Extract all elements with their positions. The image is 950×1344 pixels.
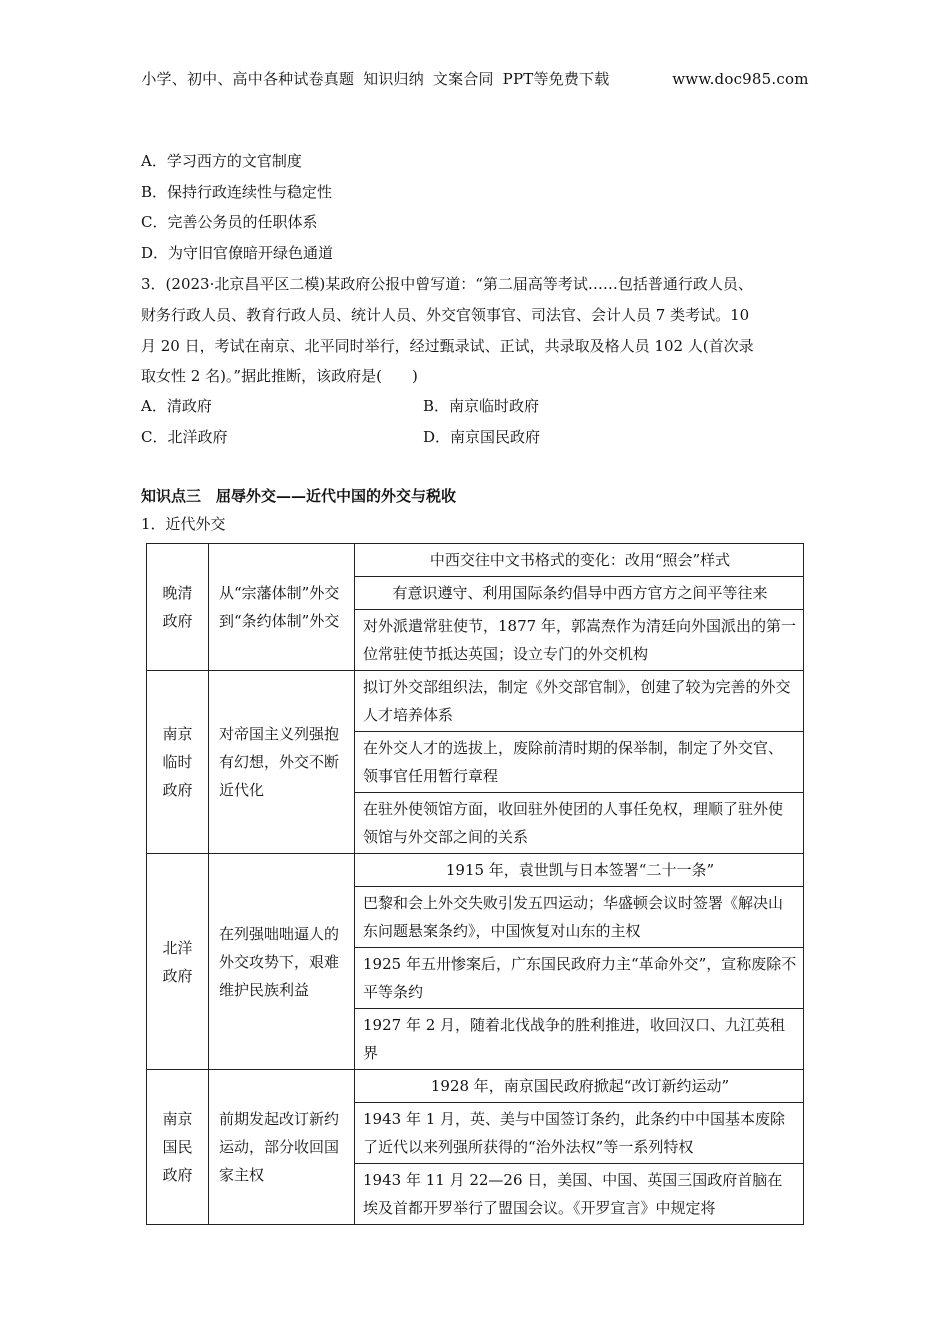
q3-option-d: D．南京国民政府 xyxy=(423,428,541,446)
item-cell: 1915 年，袁世凯与日本签署“二十一条” xyxy=(355,854,804,887)
gov-label: 南京 国民 政府 xyxy=(162,1110,193,1184)
item-cell: 1943 年 11 月 22—26 日，美国、中国、英国三国政府首脑在埃及首都开罗举行了盟国会议。《开罗宣言》中规定将 xyxy=(355,1164,804,1225)
table-row xyxy=(147,854,804,887)
feature-cell: 对帝国主义列强抱有幻想，外交不断近代化 xyxy=(209,671,355,854)
q2-option-c: C．完善公务员的任职体系 xyxy=(141,213,318,231)
q3-stem-line-1: 3．(2023·北京昌平区二模)某政府公报中曾写道：“第二届高等考试……包括普通行政人员、 xyxy=(141,275,753,293)
gov-cell-nanjing-provisional xyxy=(147,671,209,854)
q3-option-b: B．南京临时政府 xyxy=(423,397,540,415)
feature-cell: 在列强咄咄逼人的外交攻势下，艰难维护民族利益 xyxy=(209,854,355,1070)
q3-stem-line-4: 取女性 2 名)。”据此推断，该政府是( ) xyxy=(141,367,418,385)
item-cell: 1927 年 2 月，随着北伐战争的胜利推进，收回汉口、九江英租界 xyxy=(355,1009,804,1070)
table-row xyxy=(147,1070,804,1103)
diplomacy-table xyxy=(146,543,804,1225)
section-title: 知识点三 屈辱外交——近代中国的外交与税收 xyxy=(141,487,457,505)
gov-cell-nanjing-nationalist xyxy=(147,1070,209,1225)
item-cell: 在驻外使领馆方面，收回驻外使团的人事任免权，理顺了驻外使领馆与外交部之间的关系 xyxy=(355,793,804,854)
gov-cell-beiyang xyxy=(147,854,209,1070)
q2-option-d: D．为守旧官僚暗开绿色通道 xyxy=(141,244,334,262)
feature-cell: 从“宗藩体制”外交到“条约体制”外交 xyxy=(209,544,355,671)
item-cell: 巴黎和会上外交失败引发五四运动；华盛顿会议时签署《解决山东问题悬案条约》，中国恢复对山东的主权 xyxy=(355,887,804,948)
gov-label: 北洋 政府 xyxy=(162,938,193,985)
item-cell: 1928 年，南京国民政府掀起“改订新约运动” xyxy=(355,1070,804,1103)
header-site: www.doc985.com xyxy=(672,70,809,88)
q3-option-c: C．北洋政府 xyxy=(141,428,228,446)
feature-cell: 前期发起改订新约运动，部分收回国家主权 xyxy=(209,1070,355,1225)
table-row xyxy=(147,544,804,577)
item-cell: 中西交往中文书格式的变化：改用“照会”样式 xyxy=(355,544,804,577)
item-cell: 有意识遵守、利用国际条约倡导中西方官方之间平等往来 xyxy=(355,577,804,610)
q3-stem-line-2: 财务行政人员、教育行政人员、统计人员、外交官领事官、司法官、会计人员 7 类考试。10 xyxy=(141,306,750,324)
section-subtitle: 1．近代外交 xyxy=(141,515,226,533)
header-text: 小学、初中、高中各种试卷真题 知识归纳 文案合同 PPT等免费下载 xyxy=(141,70,610,88)
item-cell: 在外交人才的选拔上，废除前清时期的保举制，制定了外交官、领事官任用暂行章程 xyxy=(355,732,804,793)
item-cell: 对外派遣常驻使节，1877 年，郭嵩焘作为清廷向外国派出的第一位常驻使节抵达英国；设立专门的外交机构 xyxy=(355,610,804,671)
gov-label: 南京 临时 政府 xyxy=(162,725,193,799)
item-cell: 1943 年 1 月，英、美与中国签订条约，此条约中中国基本废除了近代以来列强所获得的“治外法权”等一系列特权 xyxy=(355,1103,804,1164)
item-cell: 拟订外交部组织法，制定《外交部官制》，创建了较为完善的外交人才培养体系 xyxy=(355,671,804,732)
item-cell: 1925 年五卅惨案后，广东国民政府力主“革命外交”，宣称废除不平等条约 xyxy=(355,948,804,1009)
gov-label: 晚清 政府 xyxy=(162,584,193,630)
q3-stem-line-3: 月 20 日，考试在南京、北平同时举行，经过甄录试、正试，共录取及格人员 102 人(首次录 xyxy=(141,337,754,355)
table-row xyxy=(147,671,804,732)
q2-option-a: A．学习西方的文官制度 xyxy=(141,152,302,170)
page-header xyxy=(0,68,950,89)
q3-option-a: A．清政府 xyxy=(141,397,212,415)
q2-option-b: B．保持行政连续性与稳定性 xyxy=(141,183,333,201)
gov-cell-late-qing xyxy=(147,544,209,671)
